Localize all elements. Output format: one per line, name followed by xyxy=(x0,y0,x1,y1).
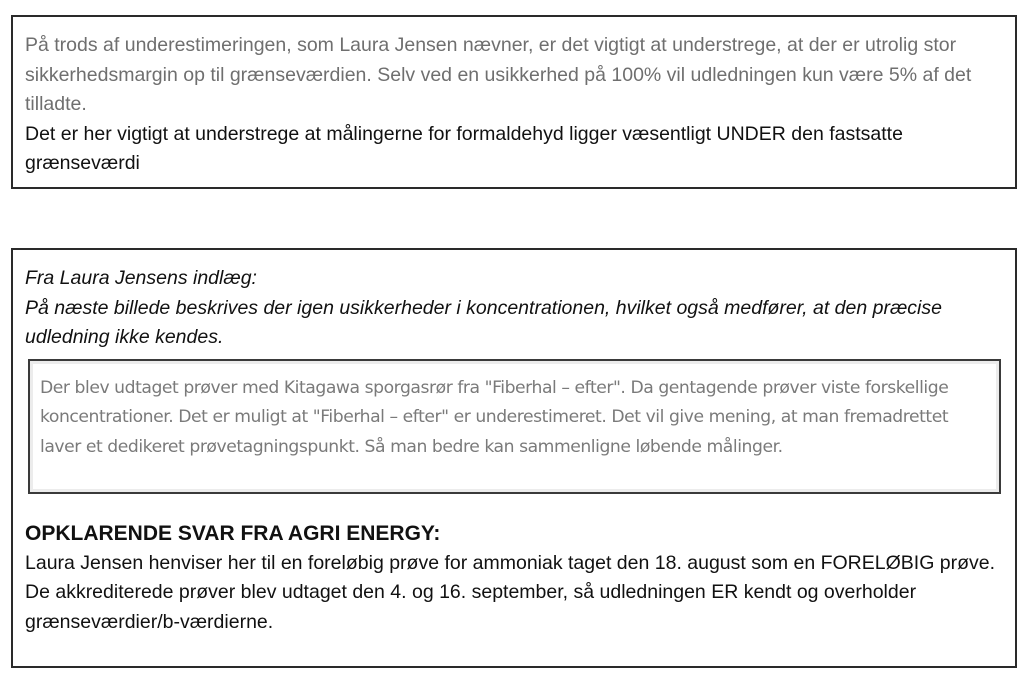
statement-box xyxy=(11,15,1017,189)
quoted-excerpt-text: Der blev udtaget prøver med Kitagawa sporgasrør fra "Fiberhal – efter". Da gentagende prøver viste forskellige koncentrationer. Det er muligt at "Fiberhal – efter" er underestimeret. Det vil give mening, at man fremadrettet laver et dedikeret prøvetagningspunkt. Så man bedre kan sammenligne løbende målinger. xyxy=(40,377,949,457)
safety-margin-text: På trods af underestimeringen, som Laura Jensen nævner, er det vigtigt at understrege, at der er utrolig stor sikkerhedsmargin op til grænseværdien. Selv ved en usikkerhed på 100% vil udledningen kun være 5% af det tilladte. xyxy=(25,34,972,115)
quote-summary: På næste billede beskrives der igen usikkerheder i koncentrationen, hvilket også medfører, at den præcise udledning ikke kendes. xyxy=(25,296,942,348)
quoted-excerpt xyxy=(28,359,1001,494)
quote-source-label: Fra Laura Jensens indlæg: xyxy=(25,267,257,289)
reply-box xyxy=(11,248,1017,668)
answer-heading: OPKLARENDE SVAR FRA AGRI ENERGY: xyxy=(25,521,441,545)
formaldehyde-text: Det er her vigtigt at understrege at målingerne for formaldehyd ligger væsentligt UNDER den fastsatte grænseværdi xyxy=(25,122,903,174)
answer-text: Laura Jensen henviser her til en foreløbig prøve for ammoniak taget den 18. august som en FORELØBIG prøve. De akkrediterede prøver blev udtaget den 4. og 16. september, så udledningen ER kendt og overholder grænseværdier/b-værdierne. xyxy=(25,551,996,633)
